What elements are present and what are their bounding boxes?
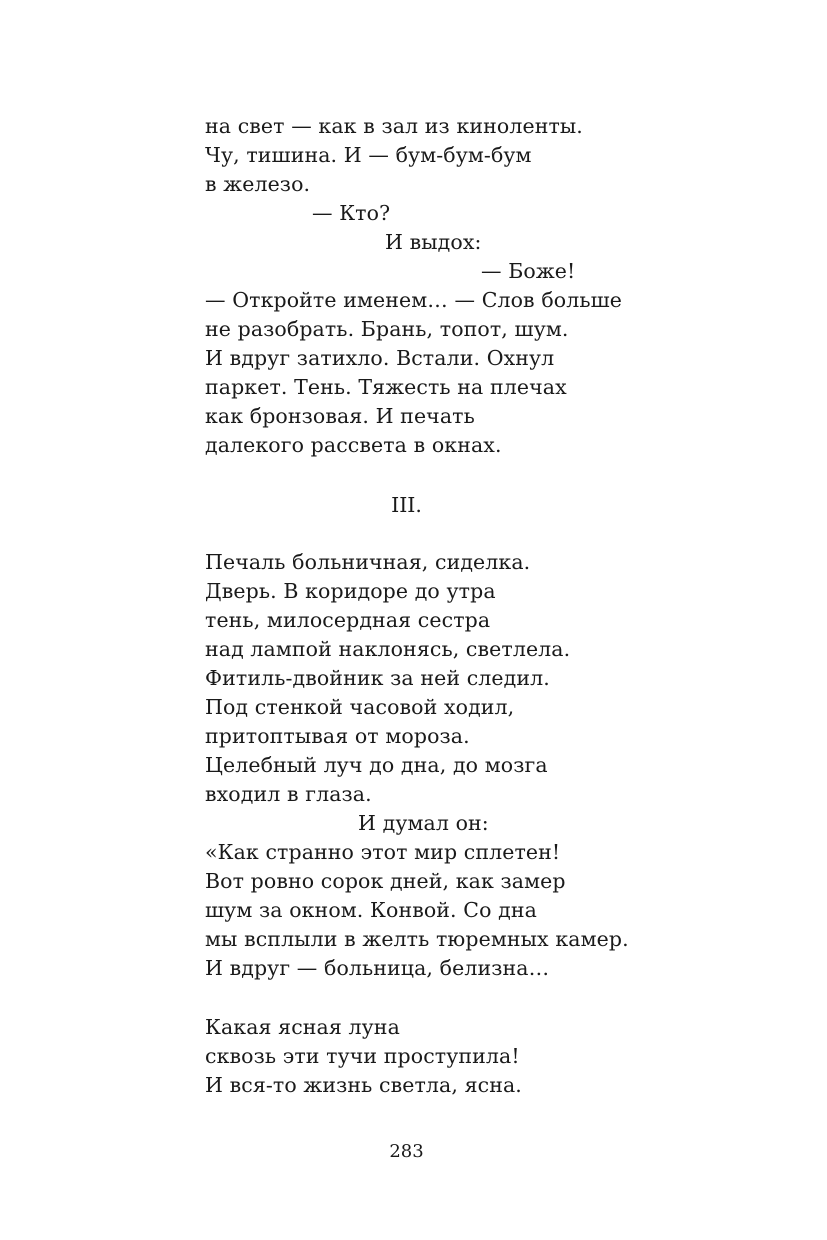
poem-line: Фитиль-двойник за ней следил. xyxy=(205,666,550,690)
poem-line: не разобрать. Брань, топот, шум. xyxy=(205,317,569,341)
poem-line: — Откройте именем… — Слов больше xyxy=(205,288,622,312)
section-heading: III. xyxy=(391,493,422,517)
poem-line: «Как странно этот мир сплетен! xyxy=(205,840,561,864)
poem-line: И вдруг — больница, белизна… xyxy=(205,956,550,980)
poem-line: паркет. Тень. Тяжесть на плечах xyxy=(205,375,567,399)
poem-line: сквозь эти тучи проступила! xyxy=(205,1044,520,1068)
poem-line: Печаль больничная, сиделка. xyxy=(205,550,531,574)
poem-line: Вот ровно сорок дней, как замер xyxy=(205,869,566,893)
page-number: 283 xyxy=(389,1141,424,1162)
poem-line: И вся-то жизнь светла, ясна. xyxy=(205,1073,522,1097)
poem-line: И выдох: xyxy=(385,230,482,254)
poem-line: далекого рассвета в окнах. xyxy=(205,433,502,457)
poem-line: И вдруг затихло. Встали. Охнул xyxy=(205,346,555,370)
poem-line: как бронзовая. И печать xyxy=(205,404,475,428)
poem-line: Какая ясная луна xyxy=(205,1015,400,1039)
poem-line: на свет — как в зал из киноленты. xyxy=(205,114,583,138)
poem-line: шум за окном. Конвой. Со дна xyxy=(205,898,537,922)
poem-line: мы всплыли в желть тюремных камер. xyxy=(205,927,629,951)
poem-line: Целебный луч до дна, до мозга xyxy=(205,753,548,777)
poem-line: Чу, тишина. И — бум-бум-бум xyxy=(205,143,532,167)
poem-line: входил в глаза. xyxy=(205,782,372,806)
poem-line: притоптывая от мороза. xyxy=(205,724,470,748)
poem-line: над лампой наклонясь, светлела. xyxy=(205,637,571,661)
poem-line: Дверь. В коридоре до утра xyxy=(205,579,496,603)
poem-line: Под стенкой часовой ходил, xyxy=(205,695,515,719)
poem-line: — Боже! xyxy=(481,259,576,283)
poem-line: тень, милосердная сестра xyxy=(205,608,491,632)
poem-line: — Кто? xyxy=(312,201,391,225)
poem-line: И думал он: xyxy=(358,811,489,835)
poem-line: в железо. xyxy=(205,172,311,196)
